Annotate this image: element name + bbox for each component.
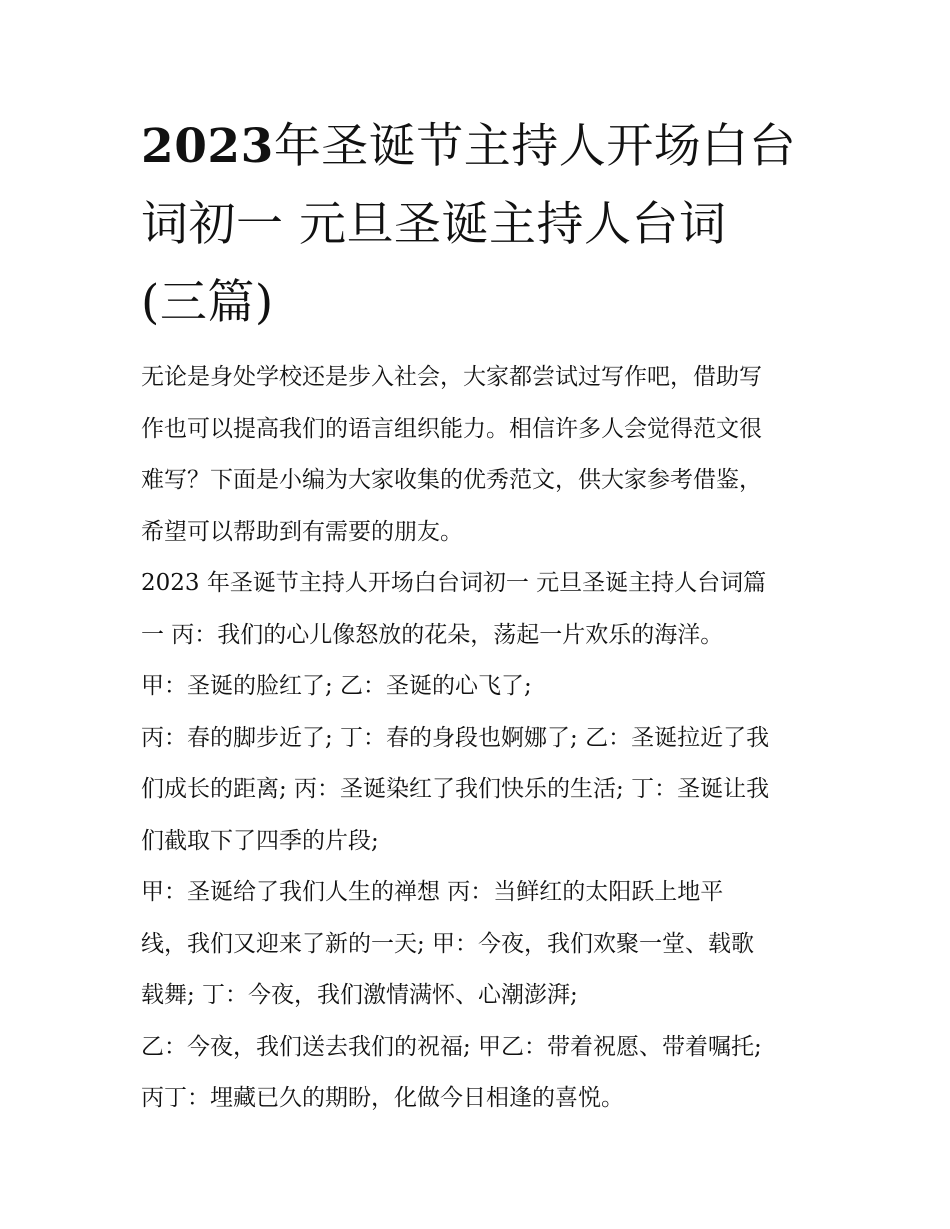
title-line [141,264,813,342]
title-text: 年圣诞节主持人开场白台 [273,119,797,174]
body-line: 线，我们又迎来了新的一天; 甲：今夜，我们欢聚一堂、载歌 [141,930,755,957]
body-line: 2023 年圣诞节主持人开场白台词初一 元旦圣诞主持人台词篇 [141,570,767,596]
body-line: 一 丙：我们的心儿像怒放的花朵，荡起一片欢乐的海洋。 [141,621,724,648]
body-line: 们成长的距离; 丙：圣诞染红了我们快乐的生活; 丁：圣诞让我 [141,776,770,802]
title-text: (三篇) [141,275,274,330]
body-line: 希望可以帮助到有需要的朋友。 [141,518,463,545]
title-line [141,108,813,186]
title-text: 词初一 元旦圣诞主持人台词 [141,197,727,252]
document-title [141,108,813,342]
body-line: 丙丁：埋藏已久的期盼，化做今日相逢的喜悦。 [141,1085,624,1111]
body-line: 载舞; 丁：今夜，我们激情满怀、心潮澎湃; [141,982,578,1008]
document-page [141,108,813,1125]
title-year: 2023 [141,119,274,174]
body-line: 难写？下面是小编为大家收集的优秀范文，供大家参考借鉴， [141,467,762,493]
body-line: 乙：今夜，我们送去我们的祝福; 甲乙：带着祝愿、带着嘱托; [141,1033,762,1060]
body-line: 作也可以提高我们的语言组织能力。相信许多人会觉得范文很 [141,415,762,442]
body-line: 无论是身处学校还是步入社会，大家都尝试过写作吧，借助写 [141,364,762,390]
body-line: 甲：圣诞的脸红了; 乙：圣诞的心飞了; [141,673,532,699]
document-body [141,352,813,1125]
body-line: 甲：圣诞给了我们人生的禅想 丙：当鲜红的太阳跃上地平 [141,879,724,905]
body-line: 丙：春的脚步近了; 丁：春的身段也婀娜了; 乙：圣诞拉近了我 [141,724,770,751]
title-line [141,186,813,264]
body-line: 们截取下了四季的片段; [141,827,379,854]
